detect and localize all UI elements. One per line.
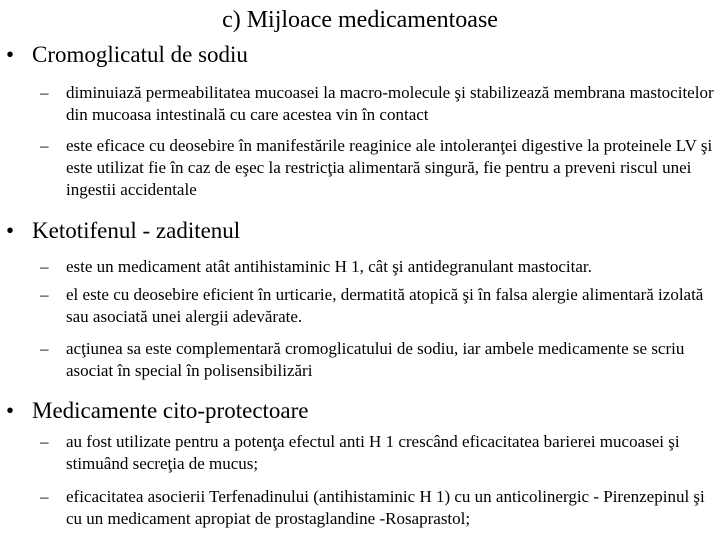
slide-title: c) Mijloace medicamentoase: [222, 7, 498, 33]
dash-glyph: –: [40, 487, 49, 506]
bullet-glyph: •: [6, 42, 15, 67]
sub-item-text: acţiunea sa este complementară cromoglicatului de sodiu, iar ambele medicamente se scriu asociat în special în polisensibilizări: [66, 339, 685, 380]
bullet-cromoglicat: [6, 41, 248, 69]
dash-glyph: –: [40, 285, 49, 304]
sub-item: [40, 338, 716, 382]
sub-item-text: au fost utilizate pentru a potenţa efectul anti H 1 crescând eficacitatea barierei mucoasei şi stimuând secreţia de mucus;: [66, 432, 680, 473]
sub-item-text: diminuiază permeabilitatea mucoasei la macro-molecule şi stabilizează membrana mastocitelor din mucoasa intestinală cu care acestea vin în contact: [66, 83, 714, 124]
sub-item: [40, 135, 716, 201]
sub-item-text: este eficace cu deosebire în manifestările reaginice ale intoleranţei digestive la proteinele LV şi este utilizat fie în caz de eşec la restricţia alimentară singură, fie pentru a preveni riscul unei ingestii accidentale: [66, 136, 713, 199]
section-heading: Cromoglicatul de sodiu: [32, 42, 248, 67]
bullet-glyph: •: [6, 218, 15, 243]
sub-item-text: el este cu deosebire eficient în urticarie, dermatită atopică şi în falsa alergie alimentară izolată sau asociată unei alergii adevărate.: [66, 285, 704, 326]
sub-item-text: eficacitatea asocierii Terfenadinului (antihistaminic H 1) cu un anticolinergic - Pirenzepinul şi cu un medicament apropiat de prostaglandine -Rosaprastol;: [66, 487, 705, 528]
bullet-citoprotectoare: [6, 397, 309, 425]
bullet-glyph: •: [6, 398, 15, 423]
sub-item: [40, 284, 716, 328]
sub-item: [40, 431, 716, 475]
section-heading: Medicamente cito-protectoare: [32, 398, 309, 423]
dash-glyph: –: [40, 339, 49, 358]
dash-glyph: –: [40, 136, 49, 155]
section-heading: Ketotifenul - zaditenul: [32, 218, 241, 243]
dash-glyph: –: [40, 432, 49, 451]
sub-item: [40, 82, 716, 126]
bullet-ketotifen: [6, 217, 240, 245]
dash-glyph: –: [40, 83, 49, 102]
sub-item: [40, 256, 716, 278]
sub-item: [40, 486, 716, 530]
sub-item-text: este un medicament atât antihistaminic H 1, cât şi antidegranulant mastocitar.: [66, 257, 592, 276]
dash-glyph: –: [40, 257, 49, 276]
